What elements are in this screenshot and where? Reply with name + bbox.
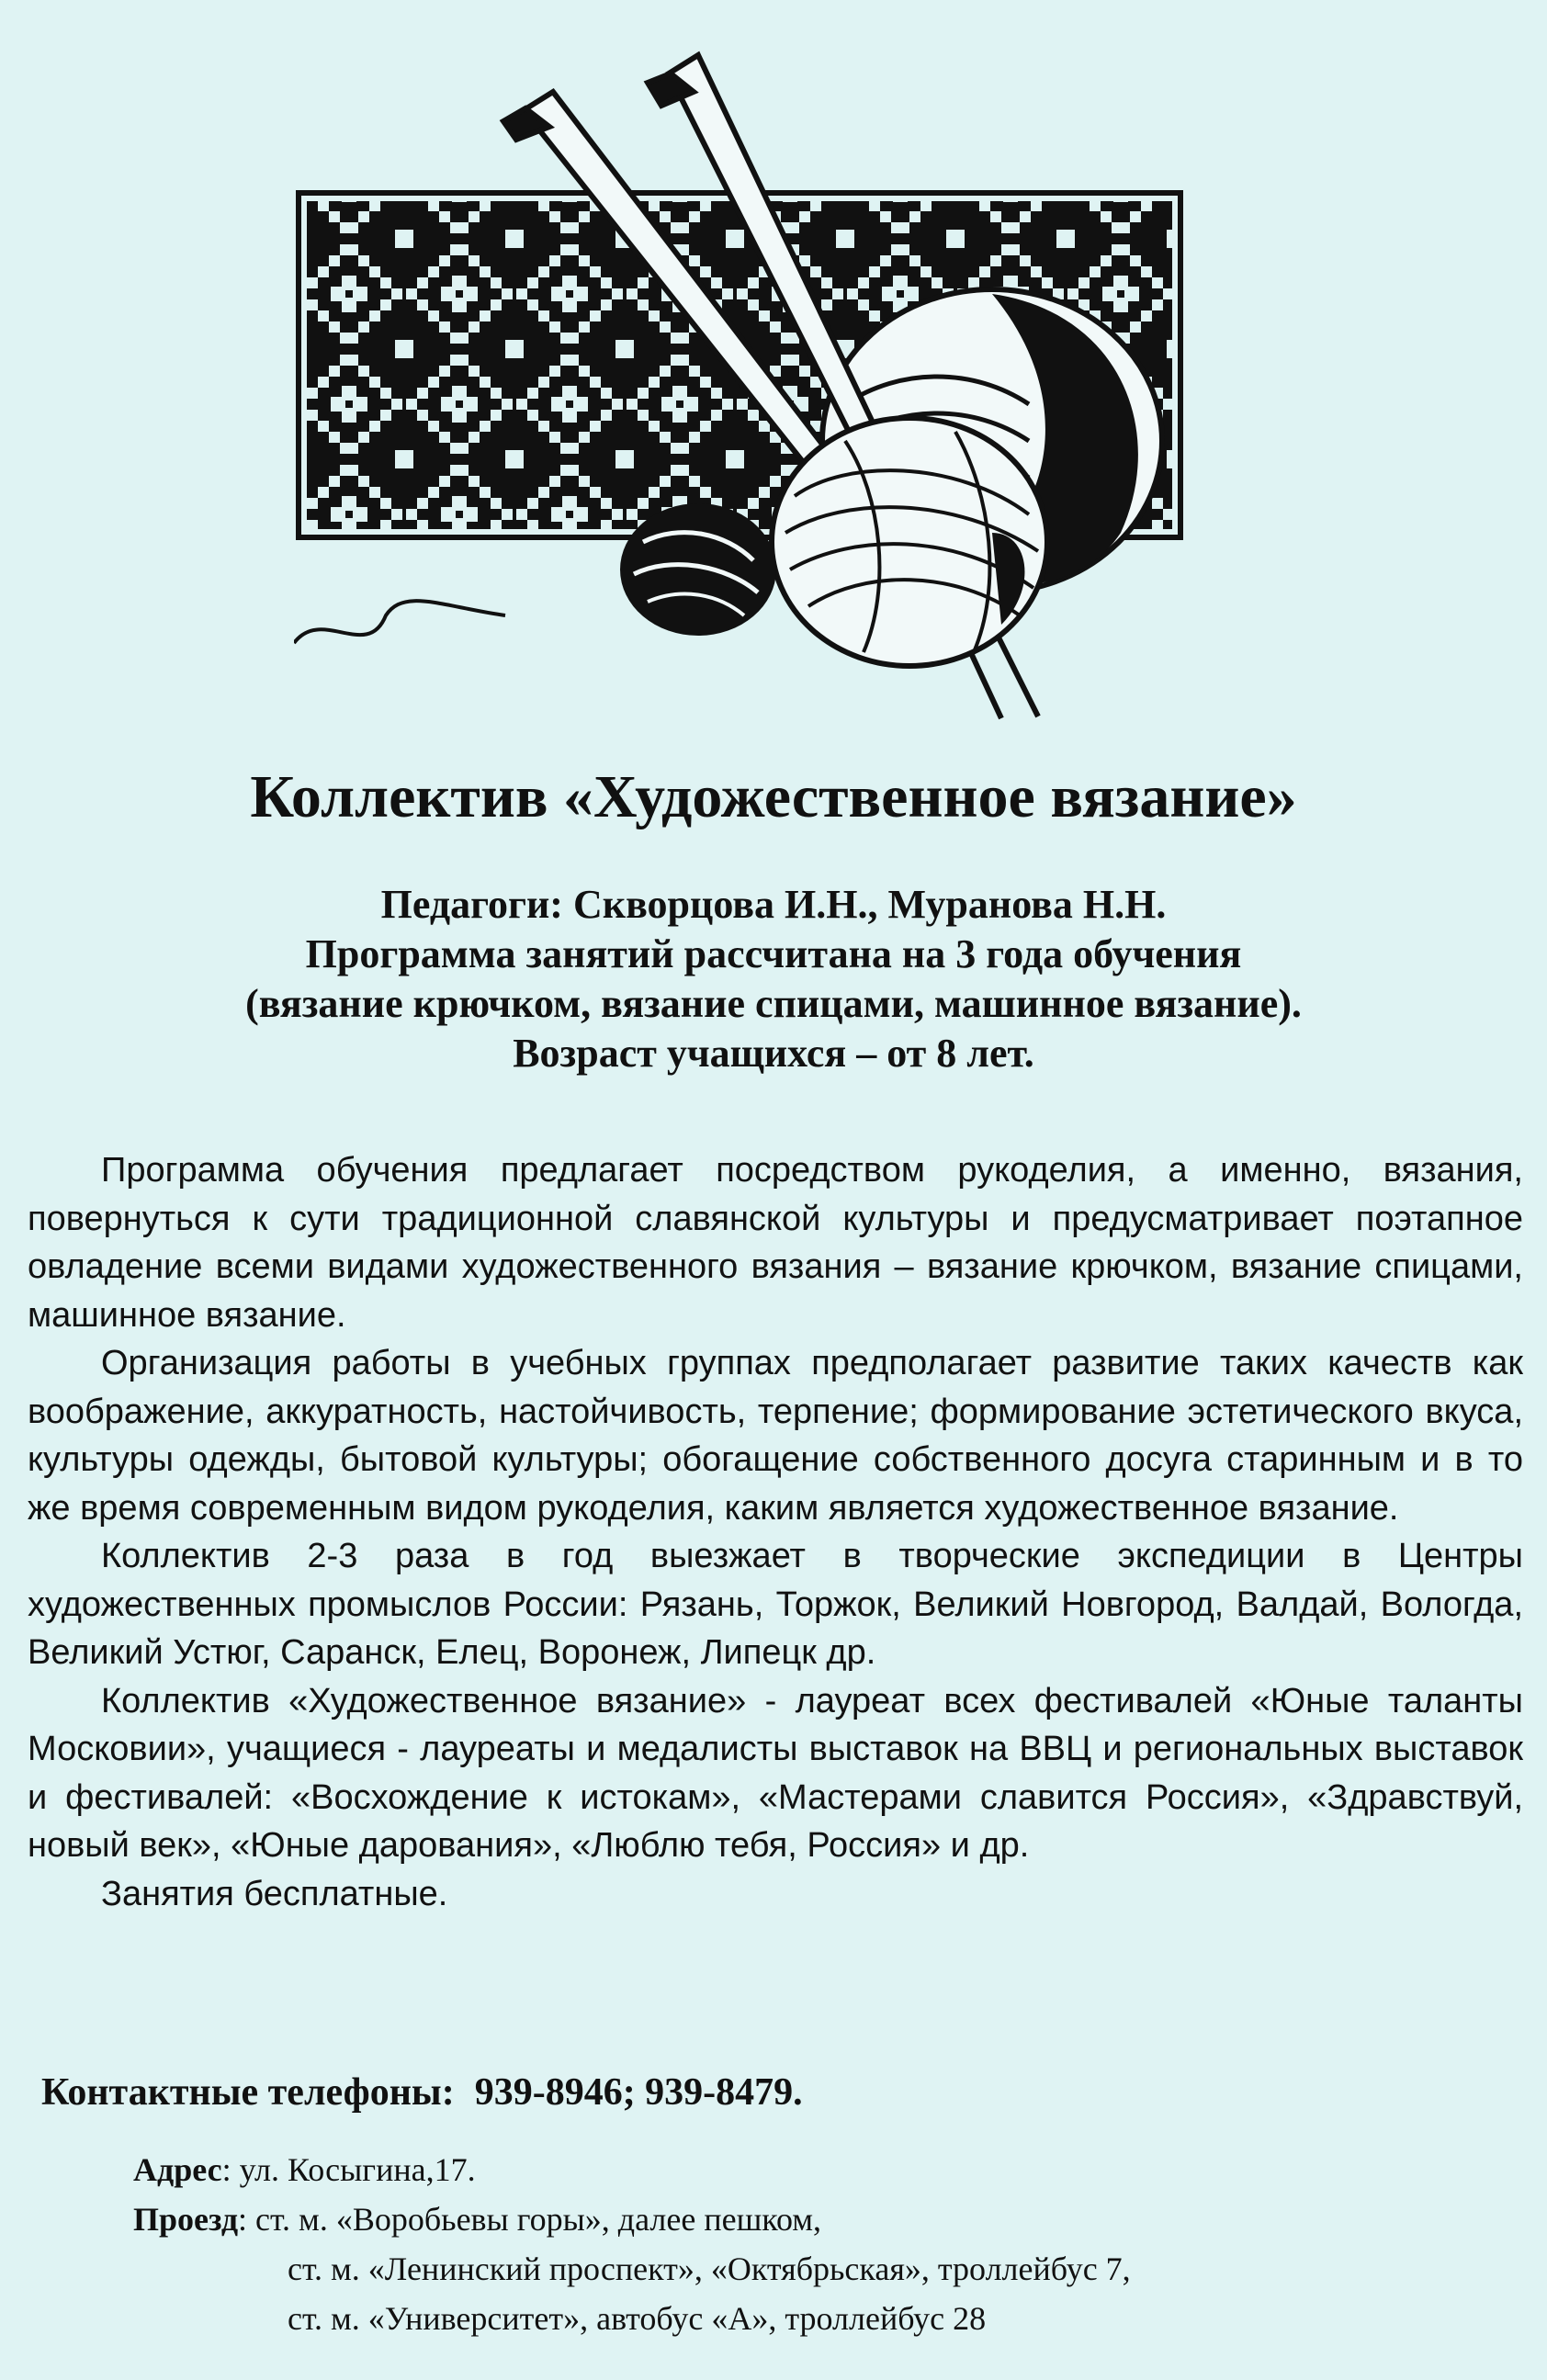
age-line: Возраст учащихся – от 8 лет. — [513, 1031, 1034, 1076]
paragraph: Программа обучения предлагает посредством рукоделия, а именно, вязания, повернуться к сути традиционной славянской культуры и предусматривает поэтапное овладение всеми видами художественного вязания – вязание крючком, вязание спицами, машинное вязание. — [28, 1151, 1523, 1335]
route-item: ст. м. «Университет», автобус «А», троллейбус 28 — [288, 2300, 987, 2337]
description-text — [28, 1146, 1523, 1918]
yarn-ball-front — [772, 418, 1047, 666]
address-line — [133, 2145, 1131, 2194]
route-label: Проезд — [133, 2201, 239, 2238]
paragraph: Коллектив 2-3 раза в год выезжает в творческие экспедиции в Центры художественных промыслов России: Рязань, Торжок, Великий Новгород, Валдай, Вологда, Великий Устюг, Саранск, Елец, Воронеж, Липецк др. — [28, 1537, 1523, 1672]
address-block — [133, 2145, 1131, 2343]
page-title: Коллектив «Художественное вязание» — [250, 763, 1297, 830]
program-summary — [0, 880, 1547, 1078]
paragraph: Коллектив «Художественное вязание» - лауреат всех фестивалей «Юные таланты Московии», учащиеся - лауреаты и медалисты выставок на ВВЦ и региональных выставок и фестивалей: «Восхождение к истокам», «Мастерами славится Россия», «Здравствуй, новый век», «Юные дарования», «Люблю тебя, Россия» и др. — [28, 1681, 1523, 1865]
address-label: Адрес — [133, 2151, 222, 2188]
contacts-label: Контактные телефоны: — [41, 2071, 455, 2114]
types-line: (вязание крючком, вязание спицами, машинное вязание). — [245, 981, 1302, 1026]
route-item: : ст. м. «Воробьевы горы», далее пешком, — [238, 2201, 822, 2238]
paragraph: Организация работы в учебных группах предполагает развитие таких качеств как воображение, аккуратность, настойчивость, терпение; формирование эстетического вкуса, культуры одежды, бытовой культуры; обогащение собственного досуга старинным и в то же время современным видом рукоделия, каким является художественное вязание. — [28, 1344, 1523, 1528]
address-value: : ул. Косыгина,17. — [221, 2151, 476, 2188]
teachers-line: Педагоги: Скворцова И.Н., Муранова Н.Н. — [380, 882, 1167, 927]
route-item: ст. м. «Ленинский проспект», «Октябрьская», троллейбус 7, — [288, 2250, 1131, 2287]
route-line — [133, 2194, 1131, 2244]
contact-phones — [41, 2069, 803, 2116]
phone-numbers: 939-8946; 939-8479. — [474, 2071, 803, 2114]
yarn-ball-small — [620, 503, 776, 636]
duration-line: Программа занятий рассчитана на 3 года обучения — [305, 931, 1242, 976]
knitting-illustration-icon — [294, 18, 1194, 726]
paragraph: Занятия бесплатные. — [101, 1874, 448, 1913]
